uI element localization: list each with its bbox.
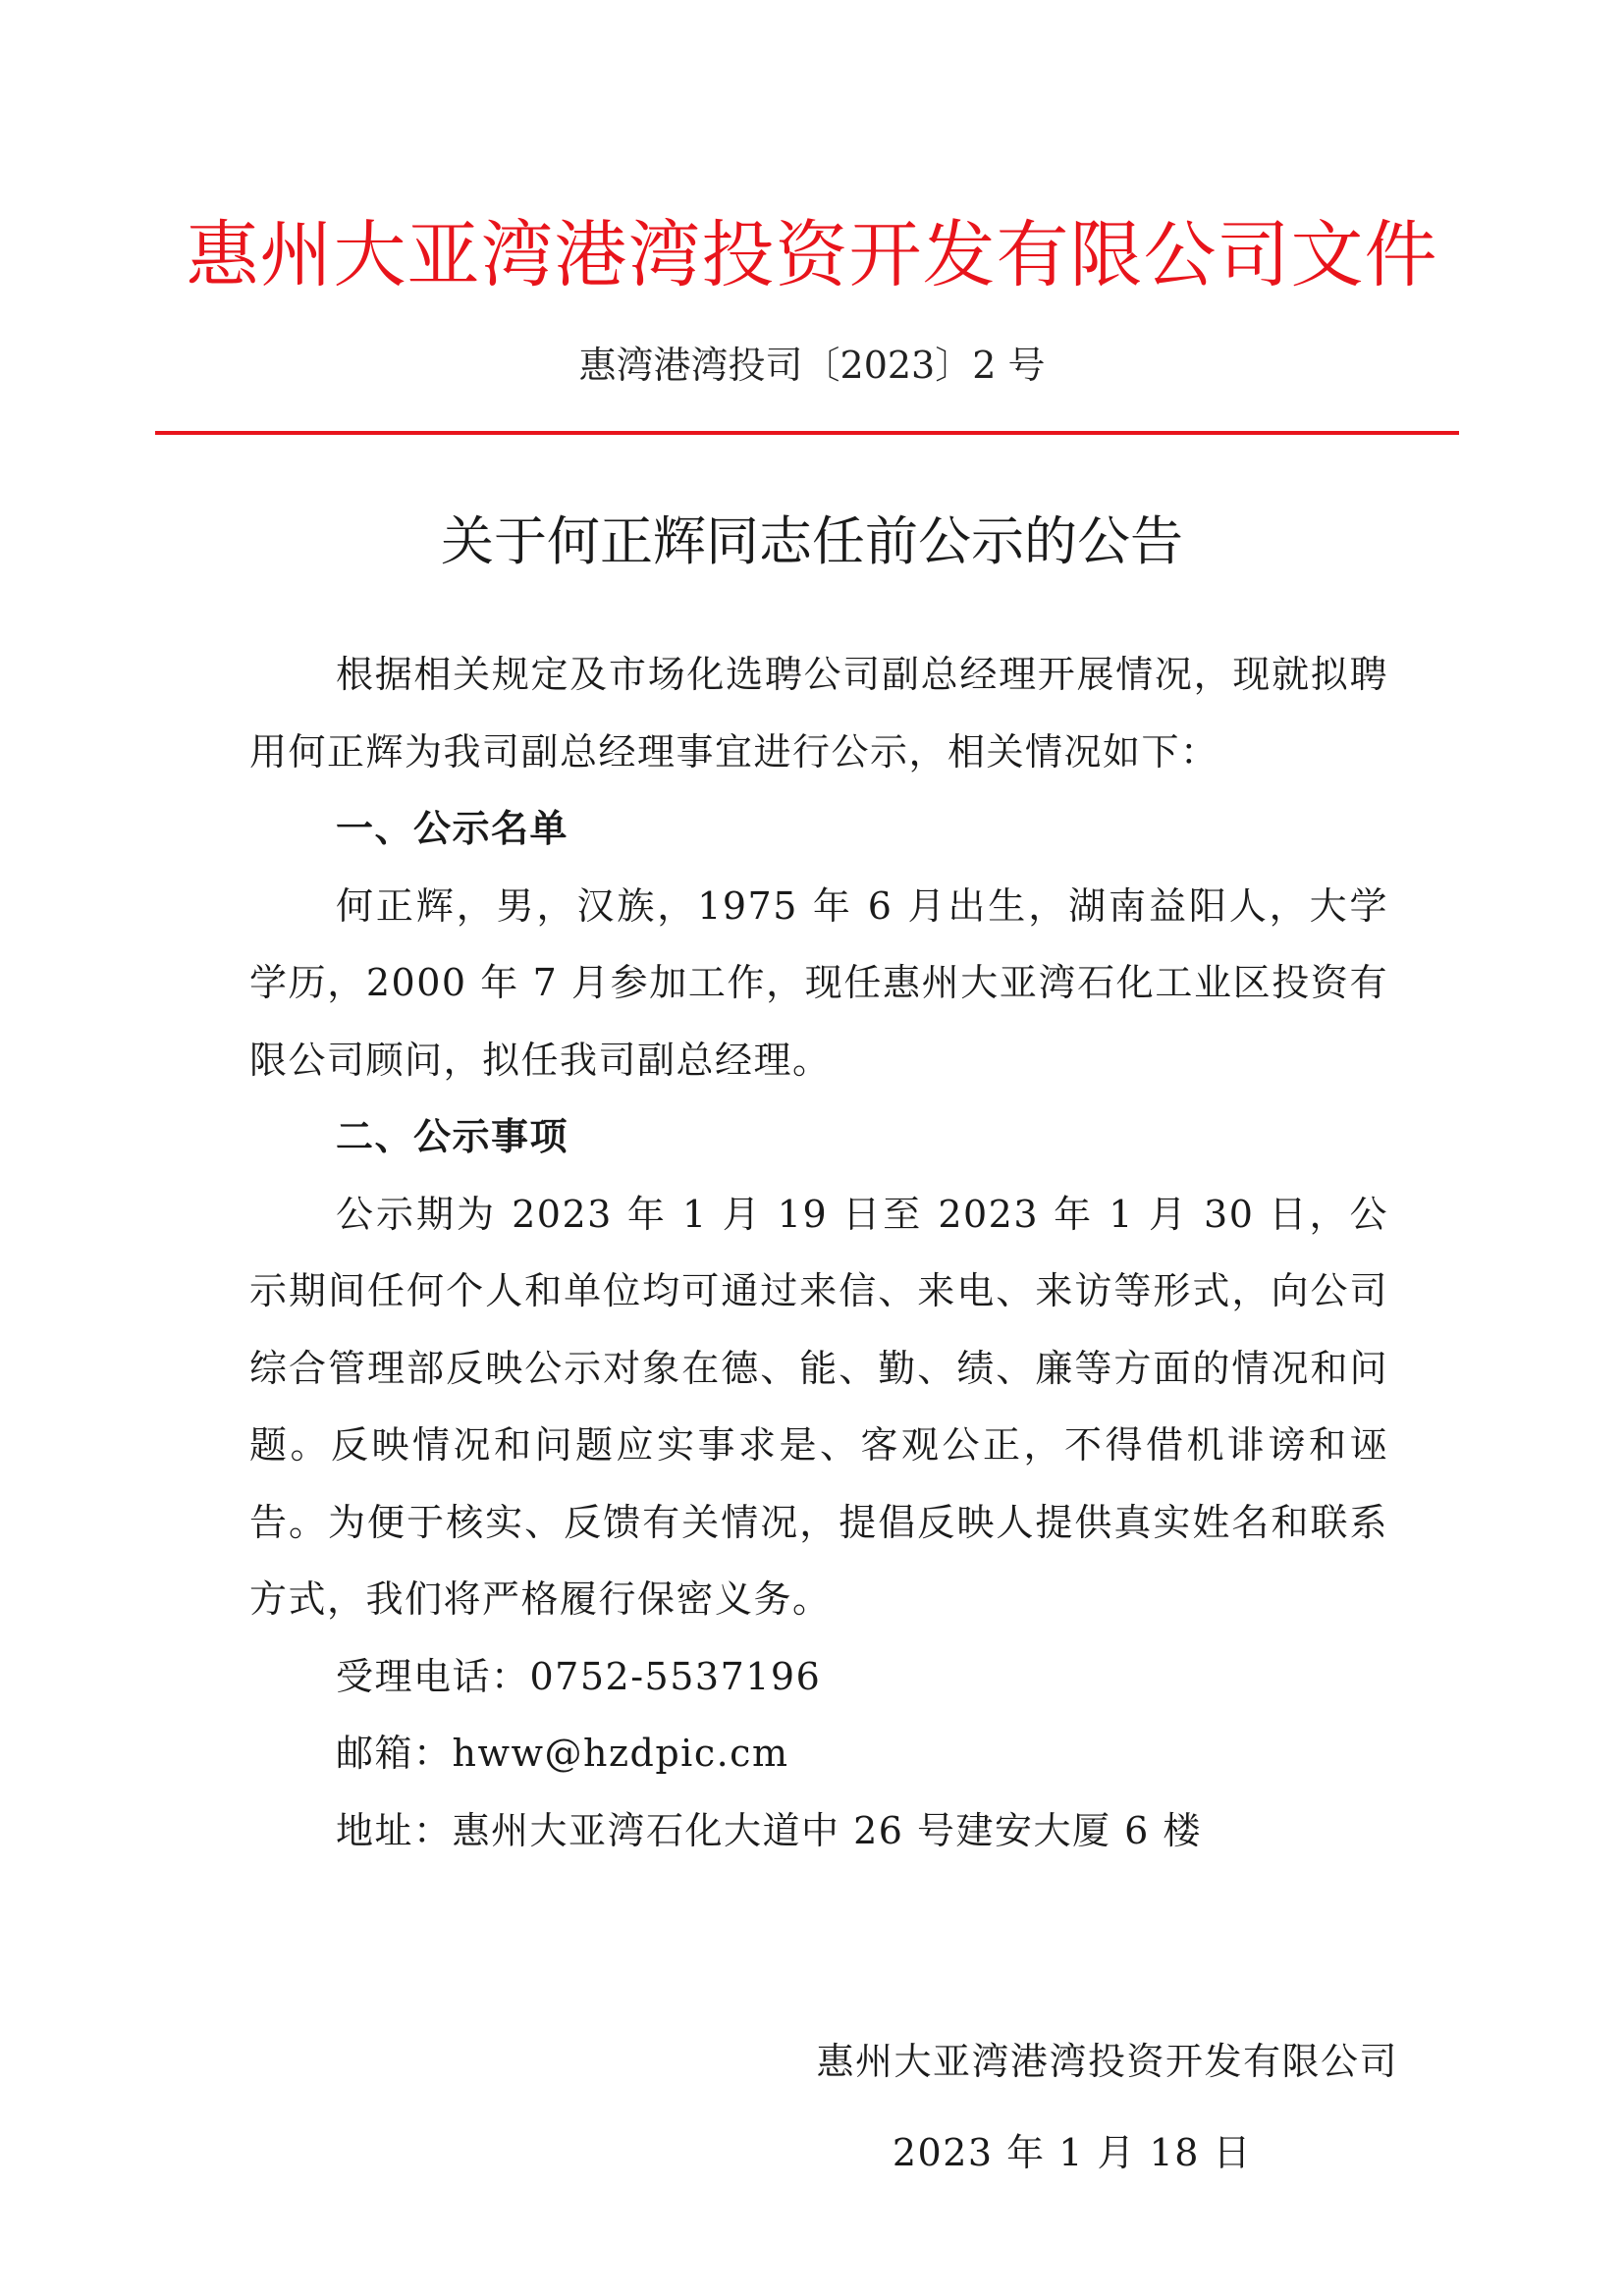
notice-body — [249, 636, 1388, 1869]
section-heading-matters: 二、公示事项 — [336, 1115, 569, 1158]
issuer-signature: 惠州大亚湾港湾投资开发有限公司 — [816, 2040, 1398, 2083]
section-heading-list: 一、公示名单 — [336, 807, 569, 850]
intro-paragraph: 根据相关规定及市场化选聘公司副总经理开展情况，现就拟聘用何正辉为我司副总经理事宜进行公示，相关情况如下： — [249, 653, 1388, 774]
document-header-title: 惠州大亚湾港湾投资开发有限公司文件 — [186, 213, 1438, 297]
candidate-paragraph: 何正辉，男，汉族，1975 年 6 月出生，湖南益阳人，大学学历，2000 年 7 月参加工作，现任惠州大亚湾石化工业区投资有限公司顾问，拟任我司副总经理。 — [249, 883, 1388, 1082]
contact-address: 地址：惠州大亚湾石化大道中 26 号建安大厦 6 楼 — [336, 1808, 1202, 1852]
matters-paragraph: 公示期为 2023 年 1 月 19 日至 2023 年 1 月 30 日，公示期间任何个人和单位均可通过来信、来电、来访等形式，向公司综合管理部反映公示对象在德、能、勤、绩、廉等方面的情况和问题。反映情况和问题应实事求是、客观公正，不得借机诽谤和诬告。为便于核实、反馈有关情况，提倡反映人提供真实姓名和联系方式，我们将严格履行保密义务。 — [249, 1192, 1388, 1621]
issue-date: 2023 年 1 月 18 日 — [892, 2131, 1252, 2174]
contact-phone: 受理电话：0752-5537196 — [336, 1654, 822, 1698]
contact-email: 邮箱：hww@hzdpic.cm — [336, 1732, 789, 1775]
document-number: 惠湾港湾投司〔2023〕2 号 — [578, 344, 1046, 387]
notice-title: 关于何正辉同志任前公示的公告 — [441, 510, 1183, 572]
header-divider — [155, 431, 1459, 435]
